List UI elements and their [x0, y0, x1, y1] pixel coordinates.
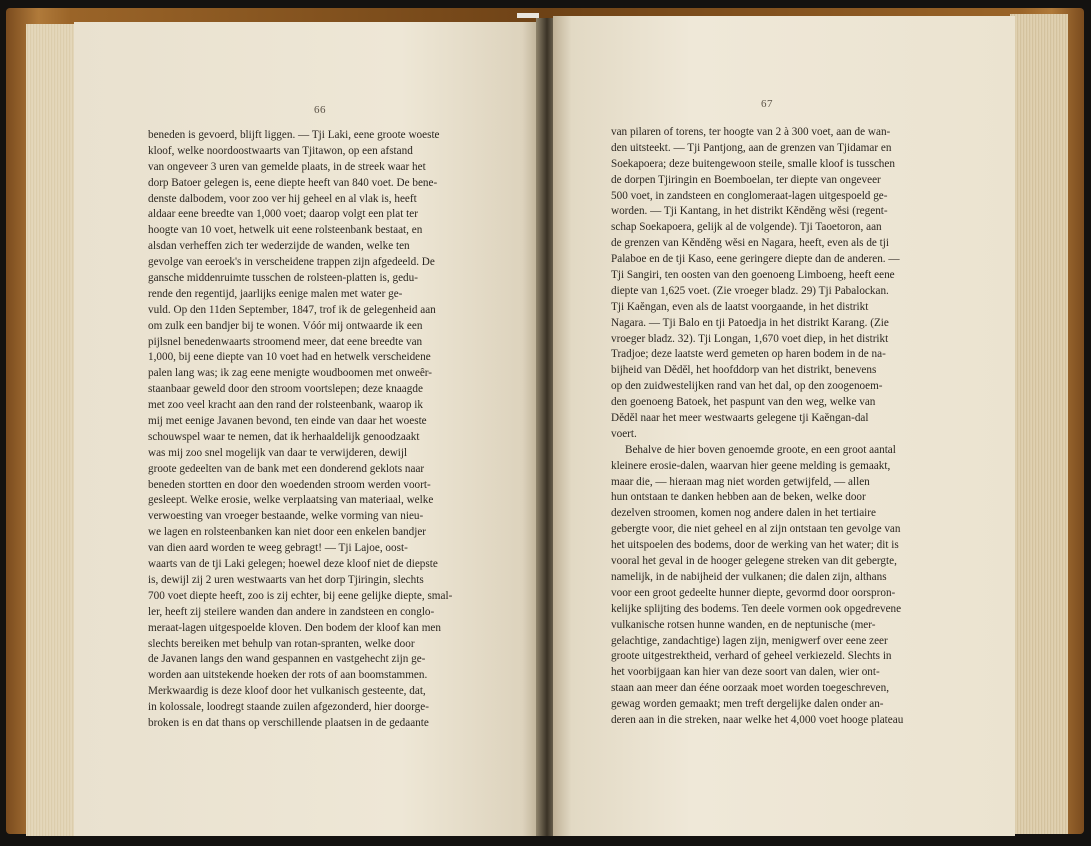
text-line: schap Soekapoera, gelijk al de volgende). Tji Taoetoron, aan: [611, 221, 882, 234]
text-line: alsdan verheffen zich ter wederzijde de wanden, welke ten: [148, 240, 410, 253]
text-line: kelijke splijting des bodems. Ten deele vormen ook opgedrevene: [611, 602, 902, 615]
text-line: Tji Kaĕngan, even als de laatst voorgaande, in het distrikt: [611, 300, 869, 313]
page-text: [611, 125, 903, 729]
left-page: [74, 22, 541, 836]
text-line: slechts bereiken met behulp van rotan-spranten, welke door: [148, 637, 415, 650]
text-line: hun ontstaan te danken hebben aan de beken, welke door: [611, 491, 866, 504]
text-line: Tji Sangiri, ten oosten van den goenoeng Limboeng, heeft eene: [611, 269, 895, 282]
text-line: hoogte van 10 voet, hetwelk uit eene rolsteenbank bestaat, en: [148, 224, 423, 237]
text-line: gewag worden gemaakt; men treft dergelijke dalen onder an-: [611, 698, 884, 711]
text-line: gesleept. Welke erosie, welke verplaatsing van materiaal, welke: [148, 494, 434, 507]
text-line: 500 voet, in zandsteen en conglomeraat-lagen uitgespoeld ge-: [611, 189, 888, 202]
page-edges-left: [26, 24, 76, 836]
text-line: 700 voet diepte heeft, zoo is zij echter, bij eene gelijke diepte, smal-: [148, 589, 453, 602]
text-line: op den zuidwestelijken rand van het dal, op den zoogenoem-: [611, 380, 883, 393]
text-line: vroeger bladz. 32). Tji Longan, 1,670 voet diep, in het distrikt: [611, 332, 889, 345]
text-line: beneden is gevoerd, blijft liggen. — Tji Laki, eene groote woeste: [148, 129, 440, 141]
text-line: was mij zoo snel mogelijk van daar te verwijderen, dewijl: [148, 446, 408, 459]
text-line: Dĕdĕl naar het meer westwaarts gelegene tji Kaĕngan-dal: [611, 412, 869, 425]
page-text: [148, 128, 452, 732]
text-line: diepte van 1,625 voet. (Zie vroeger bladz. 29) Tji Pabalockan.: [611, 284, 889, 297]
text-line: verwoesting van vroeger bestaande, welke vorming van nieu-: [148, 510, 424, 523]
text-line: worden. — Tji Kantang, in het distrikt Kĕndĕng wĕsi (regent-: [611, 205, 888, 218]
text-line: kleinere erosie-dalen, waarvan hier geene melding is gemaakt,: [611, 459, 891, 472]
text-line: van pilaren of torens, ter hoogte van 2 à 300 voet, aan de wan-: [611, 126, 891, 138]
text-line: waarts van de tji Laki gelegen; hoewel deze kloof niet de diepste: [148, 558, 438, 571]
text-line: maar die, — hieraan mag niet worden getwijfeld, — allen: [611, 475, 870, 488]
text-line: broken is en dat thans op verschillende plaatsen in de gedaante: [148, 716, 429, 729]
text-line: aldaar eene breedte van 1,000 voet; daarop volgt een plat ter: [148, 208, 418, 221]
text-line: Nagara. — Tji Balo en tji Patoedja in het distrikt Karang. (Zie: [611, 316, 889, 329]
text-line: met zoo veel kracht aan den rand der rolsteenbank, waarop ik: [148, 399, 423, 412]
text-line: groote uitgestrektheid, verhard of geheel verkiezeld. Slechts in: [611, 650, 892, 663]
text-line: Palaboe en de tji Kaso, eene geringere diepte dan de anderen. —: [611, 253, 900, 266]
text-line: worden aan uitstekende hoeken der rots of aan boomstammen.: [148, 669, 428, 682]
paper-tab: [517, 13, 539, 18]
text-line: de dorpen Tjiringin en Boemboelan, ter diepte van ongeveer: [611, 173, 881, 186]
text-line: groote gedeelten van de bank met een donderend geklots naar: [148, 462, 425, 475]
text-line: dorp Batoer gelegen is, eene diepte heeft van 840 voet. De bene-: [148, 176, 438, 189]
text-line: bijheid van Dĕdĕl, het hoofddorp van het distrikt, benevens: [611, 364, 877, 377]
text-line: namelijk, in de nabijheid der vulkanen; die dalen zijn, althans: [611, 570, 887, 583]
text-line: den uitsteekt. — Tji Pantjong, aan de grenzen van Tjidamar en: [611, 141, 892, 154]
text-line: van ongeveer 3 uren van gemelde plaats, in de streek waar het: [148, 160, 426, 173]
text-line: Soekapoera; deze buitengewoon steile, smalle kloof is tusschen: [611, 157, 895, 170]
text-line: deren aan in die streken, naar welke het 4,000 voet hooge plateau: [611, 713, 904, 726]
text-line: meraat-lagen uitgespoelde kloven. Den bodem der kloof kan men: [148, 621, 441, 634]
text-line: vuld. Op den 11den September, 1847, trof ik de gelegenheid aan: [148, 303, 436, 316]
text-line: is, dewijl zij 2 uren westwaarts van het dorp Tjiringin, slechts: [148, 573, 424, 586]
text-line: den goenoeng Batoek, het paspunt van den weg, welke van: [611, 396, 876, 409]
text-line: staanbaar geweld door den stroom voortslepen; deze knaagde: [148, 383, 423, 396]
text-line: voor een groot gedeelte hunner diepte, gevormd door oorspron-: [611, 586, 896, 599]
text-line: het voorbijgaan kan hier van deze soort van dalen, wier ont-: [611, 666, 880, 679]
page-number: 66: [314, 104, 326, 116]
text-line: vooral het geval in de hooger gelegene streken van dit gebergte,: [611, 555, 897, 568]
text-line: staan aan meer dan ééne oorzaak moet worden toegeschreven,: [611, 682, 889, 695]
text-line: gebergte voor, die niet geheel en al zijn ontstaan ten gevolge van: [611, 523, 901, 536]
text-line: voert.: [611, 427, 637, 440]
text-line: denste dalbodem, voor zoo ver hij geheel en al vlak is, heeft: [148, 192, 417, 205]
text-line: Behalve de hier boven genoemde groote, en een groot aantal: [625, 443, 896, 456]
text-line: vulkanische rotsen hunne wanden, en de neptunische (mer-: [611, 618, 876, 631]
text-line: palen lang was; ik zag eene menigte woudboomen met onweêr-: [148, 367, 433, 380]
text-line: rende den regentijd, jaarlijks eenige malen met water ge-: [148, 287, 403, 300]
text-line: in kolossale, loodregt staande zuilen afgezonderd, hier doorge-: [148, 701, 429, 714]
text-line: de grenzen van Kĕndĕng wĕsi en Nagara, heeft, even als de tji: [611, 237, 890, 250]
text-line: gevolge van eeroek's in verscheidene trappen zijn afgedeeld. De: [148, 256, 435, 269]
page-edges-right: [1010, 14, 1068, 834]
text-line: 1,000, bij eene diepte van 10 voet had en hetwelk verscheidene: [148, 351, 431, 364]
text-line: Merkwaardig is deze kloof door het vulkanisch gesteente, dat,: [148, 685, 426, 698]
text-line: ler, heeft zij steilere wanden dan andere in zandsteen en conglo-: [148, 605, 435, 618]
text-line: de Javanen langs den wand gespannen en vastgehecht zijn ge-: [148, 653, 426, 666]
text-line: van dien aard worden te weeg gebragt! — Tji Lajoe, oost-: [148, 542, 408, 555]
text-line: kloof, welke noordoostwaarts van Tjitawon, op een afstand: [148, 144, 413, 157]
text-line: gelachtige, zandachtige) lagen zijn, menigwerf over eene zeer: [611, 634, 888, 647]
text-line: dezelven stroomen, komen nog andere dalen in het tertiaire: [611, 507, 876, 520]
right-page: [553, 16, 1015, 836]
text-line: beneden stortten en door den woedenden stroom werden voort-: [148, 478, 431, 491]
text-line: het uitspoelen des bodems, door de werking van het water; dit is: [611, 539, 899, 552]
text-line: Tradjoe; deze laatste werd gemeten op haren bodem in de na-: [611, 348, 886, 361]
text-line: schouwspel waar te nemen, dat ik herhaaldelijk genoodzaakt: [148, 430, 420, 443]
text-line: mij met eenige Javanen bevond, ten einde van daar het woeste: [148, 415, 427, 428]
text-line: we lagen en rolsteenbanken kan niet door een enkelen bandjer: [148, 526, 427, 539]
text-line: gansche middenruimte tusschen de rolsteen-platten is, gedu-: [148, 272, 418, 285]
text-line: pijlsnel benedenwaarts stroomend meer, dat eene breedte van: [148, 335, 423, 348]
text-line: om zulk een bandjer bij te wonen. Vóór mij ontwaarde ik een: [148, 319, 423, 332]
page-number: 67: [761, 98, 773, 110]
